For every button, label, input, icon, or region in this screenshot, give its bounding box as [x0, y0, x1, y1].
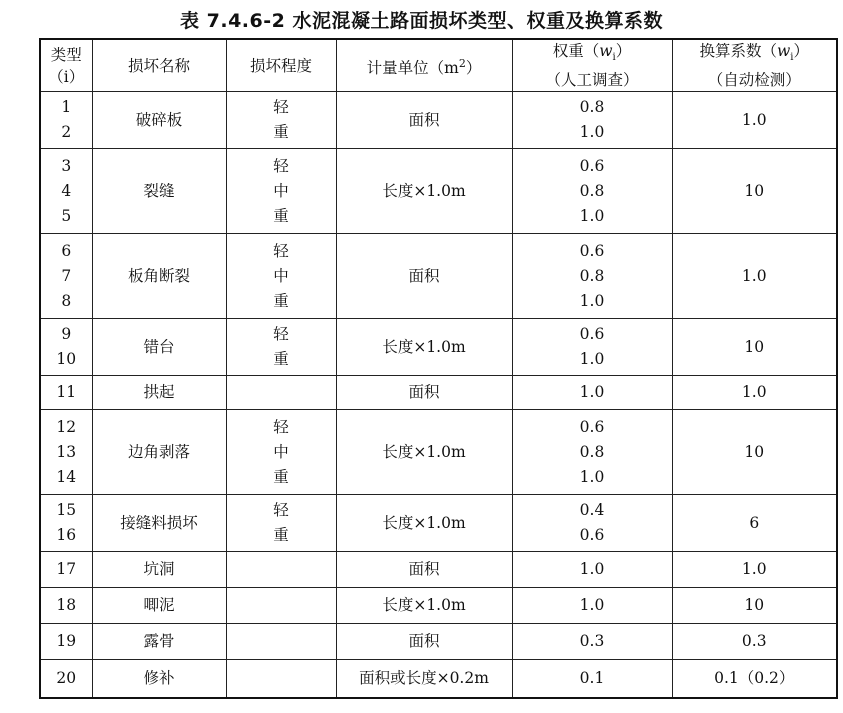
weight-cell: [512, 624, 672, 660]
table-row: [40, 234, 837, 319]
type-id-cell: [40, 376, 92, 410]
table-body: [40, 92, 837, 698]
degree-cell-line: 轻: [273, 156, 289, 175]
degree-cell-line: 重: [273, 291, 289, 310]
coef-cell: 6: [672, 495, 837, 552]
type-id-cell-line: 2: [61, 123, 72, 142]
type-id-cell-line: 15: [56, 501, 77, 520]
weight-cell: [512, 149, 672, 234]
weight-cell: [512, 376, 672, 410]
weight-cell-line: 0.6: [579, 325, 605, 344]
type-id-cell-line: 10: [56, 350, 77, 369]
header-coef-prefix: 换算系数（: [699, 42, 777, 60]
header-coef-line1: [673, 40, 837, 69]
type-id-cell: [40, 588, 92, 624]
type-id-cell-line: 16: [56, 526, 77, 545]
damage-name-cell: 裂缝: [92, 149, 226, 234]
type-id-cell-line: 11: [56, 383, 77, 402]
type-id-cell: [40, 552, 92, 588]
weight-cell: [512, 495, 672, 552]
header-unit-sup: 2: [458, 56, 466, 70]
degree-cell: [226, 660, 336, 698]
header-coef-var: w: [777, 42, 791, 60]
type-id-cell-line: 5: [61, 206, 72, 225]
weight-cell-line: 0.3: [579, 632, 605, 651]
damage-name-cell: 拱起: [92, 376, 226, 410]
weight-cell: [512, 552, 672, 588]
type-id-cell: [40, 624, 92, 660]
table-row: [40, 92, 837, 149]
type-id-cell-line: 8: [61, 291, 72, 310]
header-type-line1: 类型: [50, 45, 82, 64]
header-unit-suffix: ）: [465, 58, 482, 77]
damage-weights-table: [39, 38, 838, 699]
weight-cell-line: 0.8: [579, 442, 605, 461]
unit-cell: 长度×1.0m: [336, 149, 512, 234]
header-weight-prefix: 权重（: [552, 42, 600, 60]
weight-cell-line: 1.0: [579, 350, 605, 369]
coef-cell: 10: [672, 149, 837, 234]
weight-cell: [512, 234, 672, 319]
header-coef-suffix: ）: [793, 42, 809, 60]
degree-cell: [226, 319, 336, 376]
header-row: [40, 39, 837, 92]
header-degree: 损坏程度: [226, 39, 336, 92]
header-unit: [336, 39, 512, 92]
degree-cell-line: 轻: [273, 98, 289, 117]
degree-cell: [226, 149, 336, 234]
weight-cell-line: 0.6: [579, 241, 605, 260]
unit-cell: 面积: [336, 234, 512, 319]
type-id-cell-line: 12: [56, 417, 77, 436]
type-id-cell: [40, 495, 92, 552]
damage-name-cell: 板角断裂: [92, 234, 226, 319]
damage-name-cell: 接缝料损坏: [92, 495, 226, 552]
header-weight-line2: （人工调查）: [545, 71, 639, 90]
weight-cell-line: 0.6: [579, 526, 605, 545]
table-row: [40, 376, 837, 410]
table-row: [40, 624, 837, 660]
weight-cell: [512, 588, 672, 624]
unit-cell: 面积或长度×0.2m: [336, 660, 512, 698]
damage-name-cell: 破碎板: [92, 92, 226, 149]
table-row: [40, 410, 837, 495]
type-id-cell-line: 7: [61, 266, 72, 285]
degree-cell: [226, 92, 336, 149]
weight-cell: [512, 660, 672, 698]
table-row: [40, 660, 837, 698]
type-id-cell-line: 4: [61, 181, 72, 200]
type-id-cell: [40, 92, 92, 149]
table-row: [40, 495, 837, 552]
degree-cell-line: 轻: [273, 501, 289, 520]
weight-cell-line: 1.0: [579, 291, 605, 310]
header-weight-var: w: [599, 42, 613, 60]
header-weight-suffix: ）: [615, 42, 632, 60]
degree-cell-line: 轻: [273, 241, 289, 260]
weight-cell: [512, 319, 672, 376]
header-name: 损坏名称: [92, 39, 226, 92]
weight-cell-line: 1.0: [579, 467, 605, 486]
type-id-cell-line: 20: [56, 668, 77, 687]
type-id-cell: [40, 410, 92, 495]
type-id-cell-line: 17: [56, 560, 77, 579]
coef-cell: 10: [672, 588, 837, 624]
degree-cell: [226, 410, 336, 495]
degree-cell: [226, 624, 336, 660]
header-weight: [512, 39, 672, 92]
weight-cell: [512, 92, 672, 149]
table-row: [40, 319, 837, 376]
weight-cell-line: 0.6: [579, 156, 605, 175]
unit-cell: 长度×1.0m: [336, 410, 512, 495]
header-type: [40, 39, 92, 92]
header-coef: [672, 39, 837, 92]
type-id-cell-line: 3: [61, 156, 72, 175]
coef-cell: 1.0: [672, 234, 837, 319]
degree-cell: [226, 588, 336, 624]
damage-name-cell: 唧泥: [92, 588, 226, 624]
degree-cell-line: 轻: [273, 325, 289, 344]
unit-cell: 长度×1.0m: [336, 588, 512, 624]
header-weight-line1: [513, 40, 672, 69]
type-id-cell: [40, 234, 92, 319]
damage-name-cell: 修补: [92, 660, 226, 698]
weight-cell-line: 1.0: [579, 123, 605, 142]
weight-cell-line: 0.1: [579, 668, 605, 687]
weight-cell-line: 1.0: [579, 560, 605, 579]
table-row: [40, 588, 837, 624]
degree-cell-line: 重: [273, 526, 289, 545]
degree-cell: [226, 552, 336, 588]
coef-cell: 10: [672, 410, 837, 495]
header-unit-prefix: 计量单位（m: [366, 58, 459, 77]
degree-cell: [226, 234, 336, 319]
header-coef-sub: i: [790, 52, 794, 64]
degree-cell-line: 重: [273, 206, 289, 225]
coef-cell: 1.0: [672, 92, 837, 149]
weight-cell-line: 0.6: [579, 417, 605, 436]
type-id-cell-line: 9: [61, 325, 72, 344]
weight-cell-line: 1.0: [579, 596, 605, 615]
damage-name-cell: 露骨: [92, 624, 226, 660]
type-id-cell: [40, 660, 92, 698]
unit-cell: 面积: [336, 624, 512, 660]
weight-cell-line: 0.8: [579, 98, 605, 117]
degree-cell: [226, 376, 336, 410]
unit-cell: 面积: [336, 552, 512, 588]
weight-cell-line: 1.0: [579, 206, 605, 225]
weight-cell-line: 1.0: [579, 383, 605, 402]
type-id-cell: [40, 149, 92, 234]
type-id-cell-line: 14: [56, 467, 77, 486]
coef-cell: 1.0: [672, 552, 837, 588]
weight-cell: [512, 410, 672, 495]
degree-cell-line: 重: [273, 467, 289, 486]
degree-cell-line: 中: [273, 266, 289, 285]
unit-cell: 面积: [336, 376, 512, 410]
damage-name-cell: 边角剥落: [92, 410, 226, 495]
table-title: 表 7.4.6-2 水泥混凝土路面损坏类型、权重及换算系数: [180, 10, 663, 32]
degree-cell-line: 中: [273, 181, 289, 200]
degree-cell-line: 轻: [273, 417, 289, 436]
weight-cell-line: 0.8: [579, 181, 605, 200]
header-weight-sub: i: [612, 52, 616, 64]
header-type-line2: （i）: [48, 67, 85, 86]
degree-cell: [226, 495, 336, 552]
type-id-cell-line: 1: [61, 98, 72, 117]
type-id-cell-line: 6: [61, 241, 72, 260]
degree-cell-line: 中: [273, 442, 289, 461]
coef-cell: 0.1（0.2）: [672, 660, 837, 698]
degree-cell-line: 重: [273, 350, 289, 369]
unit-cell: 长度×1.0m: [336, 495, 512, 552]
weight-cell-line: 0.4: [579, 501, 605, 520]
damage-name-cell: 坑洞: [92, 552, 226, 588]
type-id-cell-line: 13: [56, 442, 77, 461]
damage-name-cell: 错台: [92, 319, 226, 376]
coef-cell: 10: [672, 319, 837, 376]
type-id-cell-line: 19: [56, 632, 77, 651]
coef-cell: 0.3: [672, 624, 837, 660]
table-row: [40, 149, 837, 234]
type-id-cell: [40, 319, 92, 376]
coef-cell: 1.0: [672, 376, 837, 410]
table-row: [40, 552, 837, 588]
type-id-cell-line: 18: [56, 596, 77, 615]
header-coef-line2: （自动检测）: [707, 71, 801, 90]
weight-cell-line: 0.8: [579, 266, 605, 285]
degree-cell-line: 重: [273, 123, 289, 142]
unit-cell: 面积: [336, 92, 512, 149]
unit-cell: 长度×1.0m: [336, 319, 512, 376]
